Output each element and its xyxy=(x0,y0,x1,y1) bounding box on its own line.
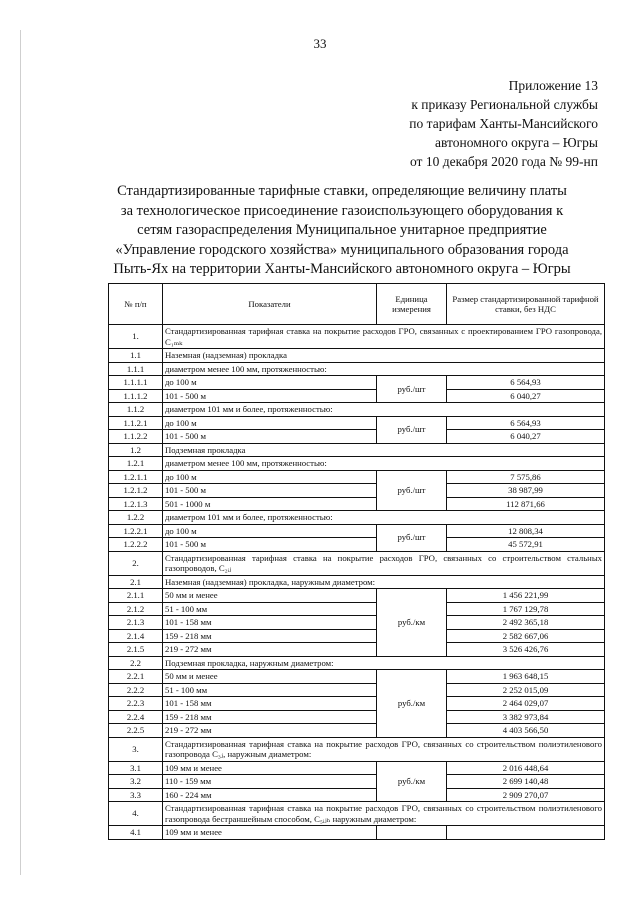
row-name: 109 мм и менее xyxy=(163,761,377,775)
row-name: 501 - 1000 м xyxy=(163,497,377,511)
row-name: 51 - 100 мм xyxy=(163,683,377,697)
table-row xyxy=(109,710,605,724)
rate-value: 6 564,93 xyxy=(447,416,605,430)
table-row xyxy=(109,470,605,484)
row-num: 1.2.1.2 xyxy=(109,484,163,498)
row-name: 101 - 500 м xyxy=(163,430,377,444)
unit-cell: руб./км xyxy=(377,670,447,738)
row-num: 2.1.1 xyxy=(109,589,163,603)
table-row xyxy=(109,484,605,498)
rate-value: 4 403 566,50 xyxy=(447,724,605,738)
row-num: 3.3 xyxy=(109,788,163,802)
row-name: Подземная прокладка xyxy=(163,443,605,457)
unit-cell: руб./шт xyxy=(377,470,447,511)
row-num: 2.2.5 xyxy=(109,724,163,738)
row-name: до 100 м xyxy=(163,470,377,484)
row-num: 1.2.1 xyxy=(109,457,163,471)
row-num: 1. xyxy=(109,325,163,349)
header-num: № п/п xyxy=(109,284,163,325)
row-name: Наземная (надземная) прокладка, наружным диаметром: xyxy=(163,575,605,589)
row-name: диаметром менее 100 мм, протяженностью: xyxy=(163,457,605,471)
row-name: до 100 м xyxy=(163,416,377,430)
row-num: 1.1.2.1 xyxy=(109,416,163,430)
subsection-row xyxy=(109,403,605,417)
row-num: 1.1 xyxy=(109,349,163,363)
unit-cell: руб./шт xyxy=(377,416,447,443)
table-row xyxy=(109,616,605,630)
row-num: 1.2.2.2 xyxy=(109,538,163,552)
row-num: 2.2.2 xyxy=(109,683,163,697)
rate-value: 2 582 667,06 xyxy=(447,629,605,643)
row-name: до 100 м xyxy=(163,524,377,538)
rate-value xyxy=(447,826,605,840)
row-name: 50 мм и менее xyxy=(163,670,377,684)
row-num: 2.2.1 xyxy=(109,670,163,684)
subsection-row xyxy=(109,362,605,376)
row-num: 1.1.1.1 xyxy=(109,376,163,390)
section-row xyxy=(109,551,605,575)
rate-value: 3 526 426,76 xyxy=(447,643,605,657)
rate-value: 2 464 029,07 xyxy=(447,697,605,711)
row-name: 101 - 158 мм xyxy=(163,616,377,630)
rate-value: 1 456 221,99 xyxy=(447,589,605,603)
rate-value: 6 040,27 xyxy=(447,389,605,403)
subsection-row xyxy=(109,575,605,589)
rate-value: 38 987,99 xyxy=(447,484,605,498)
table-row xyxy=(109,697,605,711)
rate-value: 2 492 365,18 xyxy=(447,616,605,630)
subsection-row xyxy=(109,511,605,525)
rate-value: 6 564,93 xyxy=(447,376,605,390)
appendix-line: по тарифам Ханты-Мансийского xyxy=(409,116,598,131)
table-row xyxy=(109,670,605,684)
row-num: 1.1.1.2 xyxy=(109,389,163,403)
subsection-row xyxy=(109,457,605,471)
subsection-row xyxy=(109,349,605,363)
row-num: 4. xyxy=(109,802,163,826)
subsection-row xyxy=(109,656,605,670)
table-row xyxy=(109,389,605,403)
document-title xyxy=(80,182,604,280)
row-num: 1.1.1 xyxy=(109,362,163,376)
row-name: Наземная (надземная) прокладка xyxy=(163,349,605,363)
header-rate: Размер стандартизированной тарифной ставки, без НДС xyxy=(447,284,605,325)
row-num: 3. xyxy=(109,737,163,761)
row-num: 2.2 xyxy=(109,656,163,670)
table-header-row xyxy=(109,284,605,325)
row-name: 159 - 218 мм xyxy=(163,629,377,643)
unit-cell xyxy=(377,826,447,840)
row-num: 2.1.4 xyxy=(109,629,163,643)
table-row xyxy=(109,775,605,789)
rate-value: 1 767 129,78 xyxy=(447,602,605,616)
row-name: 101 - 500 м xyxy=(163,538,377,552)
section-row xyxy=(109,737,605,761)
appendix-block xyxy=(409,76,598,171)
table-row xyxy=(109,430,605,444)
row-num: 1.2.1.1 xyxy=(109,470,163,484)
section-row xyxy=(109,325,605,349)
row-num: 2.1.5 xyxy=(109,643,163,657)
title-line: Стандартизированные тарифные ставки, определяющие величину платы xyxy=(117,183,567,199)
appendix-line: к приказу Региональной службы xyxy=(411,97,598,112)
row-name: до 100 м xyxy=(163,376,377,390)
unit-cell: руб./км xyxy=(377,589,447,657)
row-num: 4.1 xyxy=(109,826,163,840)
row-num: 1.1.2 xyxy=(109,403,163,417)
row-num: 1.2.2 xyxy=(109,511,163,525)
table-row xyxy=(109,589,605,603)
row-name: 51 - 100 мм xyxy=(163,602,377,616)
rate-value: 7 575,86 xyxy=(447,470,605,484)
table-row xyxy=(109,643,605,657)
rate-value: 2 252 015,09 xyxy=(447,683,605,697)
rate-value: 2 699 140,48 xyxy=(447,775,605,789)
row-name: Стандартизированная тарифная ставка на покрытие расходов ГРО, связанных со строительством стальных газопроводов, С₂ᵢⱼ xyxy=(163,551,605,575)
row-name: 159 - 218 мм xyxy=(163,710,377,724)
table-row xyxy=(109,724,605,738)
row-name: диаметром 101 мм и более, протяженностью: xyxy=(163,403,605,417)
row-name: Подземная прокладка, наружным диаметром: xyxy=(163,656,605,670)
row-name: 219 - 272 мм xyxy=(163,643,377,657)
row-name: диаметром менее 100 мм, протяженностью: xyxy=(163,362,605,376)
unit-cell: руб./км xyxy=(377,761,447,802)
row-num: 2.1 xyxy=(109,575,163,589)
table-row xyxy=(109,538,605,552)
table-row xyxy=(109,761,605,775)
table-row xyxy=(109,497,605,511)
rate-value: 45 572,91 xyxy=(447,538,605,552)
title-line: Пыть-Ях на территории Ханты-Мансийского автономного округа – Югры xyxy=(113,261,571,277)
row-num: 3.2 xyxy=(109,775,163,789)
unit-cell: руб./шт xyxy=(377,376,447,403)
rate-value: 2 016 448,64 xyxy=(447,761,605,775)
row-name: Стандартизированная тарифная ставка на покрытие расходов ГРО, связанных со строительством полиэтиленового газопровода С₃ⱼ, наружным диаметром: xyxy=(163,737,605,761)
table-row xyxy=(109,826,605,840)
row-name: 101 - 500 м xyxy=(163,389,377,403)
tariff-table xyxy=(108,283,605,840)
row-name: 50 мм и менее xyxy=(163,589,377,603)
row-num: 1.2.1.3 xyxy=(109,497,163,511)
table-row xyxy=(109,602,605,616)
table-row xyxy=(109,788,605,802)
scan-margin-line xyxy=(20,30,21,875)
appendix-line: автономного округа – Югры xyxy=(435,135,598,150)
row-name: 219 - 272 мм xyxy=(163,724,377,738)
table-row xyxy=(109,629,605,643)
row-num: 1.2 xyxy=(109,443,163,457)
rate-value: 6 040,27 xyxy=(447,430,605,444)
row-name: Стандартизированная тарифная ставка на покрытие расходов ГРО, связанных со строительством полиэтиленового газопровода бестраншейным способом, С₅ᵢⱼₕ наружным диаметром: xyxy=(163,802,605,826)
rate-value: 3 382 973,84 xyxy=(447,710,605,724)
row-name: 101 - 158 мм xyxy=(163,697,377,711)
appendix-line: от 10 декабря 2020 года № 99-нп xyxy=(409,154,598,169)
row-name: диаметром 101 мм и более, протяженностью: xyxy=(163,511,605,525)
row-name: 160 - 224 мм xyxy=(163,788,377,802)
title-line: за технологическое присоединение газоиспользующего оборудования к xyxy=(120,202,564,219)
row-num: 1.1.2.2 xyxy=(109,430,163,444)
page-number: 33 xyxy=(313,36,327,51)
unit-cell: руб./шт xyxy=(377,524,447,551)
table-row xyxy=(109,376,605,390)
rate-value: 2 909 270,07 xyxy=(447,788,605,802)
row-num: 2.2.4 xyxy=(109,710,163,724)
appendix-line: Приложение 13 xyxy=(508,78,598,93)
row-name: 101 - 500 м xyxy=(163,484,377,498)
row-num: 2.2.3 xyxy=(109,697,163,711)
rate-value: 12 808,34 xyxy=(447,524,605,538)
row-num: 3.1 xyxy=(109,761,163,775)
row-name: 109 мм и менее xyxy=(163,826,377,840)
row-num: 2. xyxy=(109,551,163,575)
table-row xyxy=(109,683,605,697)
subsection-row xyxy=(109,443,605,457)
header-unit: Единица измерения xyxy=(377,284,447,325)
row-num: 2.1.2 xyxy=(109,602,163,616)
row-name: 110 - 159 мм xyxy=(163,775,377,789)
title-line: «Управление городского хозяйства» муниципального образования города xyxy=(115,241,569,258)
title-line: сетям газораспределения Муниципальное унитарное предприятие xyxy=(137,222,547,238)
row-name: Стандартизированная тарифная ставка на покрытие расходов ГРО, связанных с проектированием ГРО газопровода, С₁ₘₖ xyxy=(163,325,605,349)
section-row xyxy=(109,802,605,826)
table-row xyxy=(109,524,605,538)
row-num: 1.2.2.1 xyxy=(109,524,163,538)
header-name: Показатели xyxy=(163,284,377,325)
table-row xyxy=(109,416,605,430)
rate-value: 1 963 648,15 xyxy=(447,670,605,684)
row-num: 2.1.3 xyxy=(109,616,163,630)
rate-value: 112 871,66 xyxy=(447,497,605,511)
